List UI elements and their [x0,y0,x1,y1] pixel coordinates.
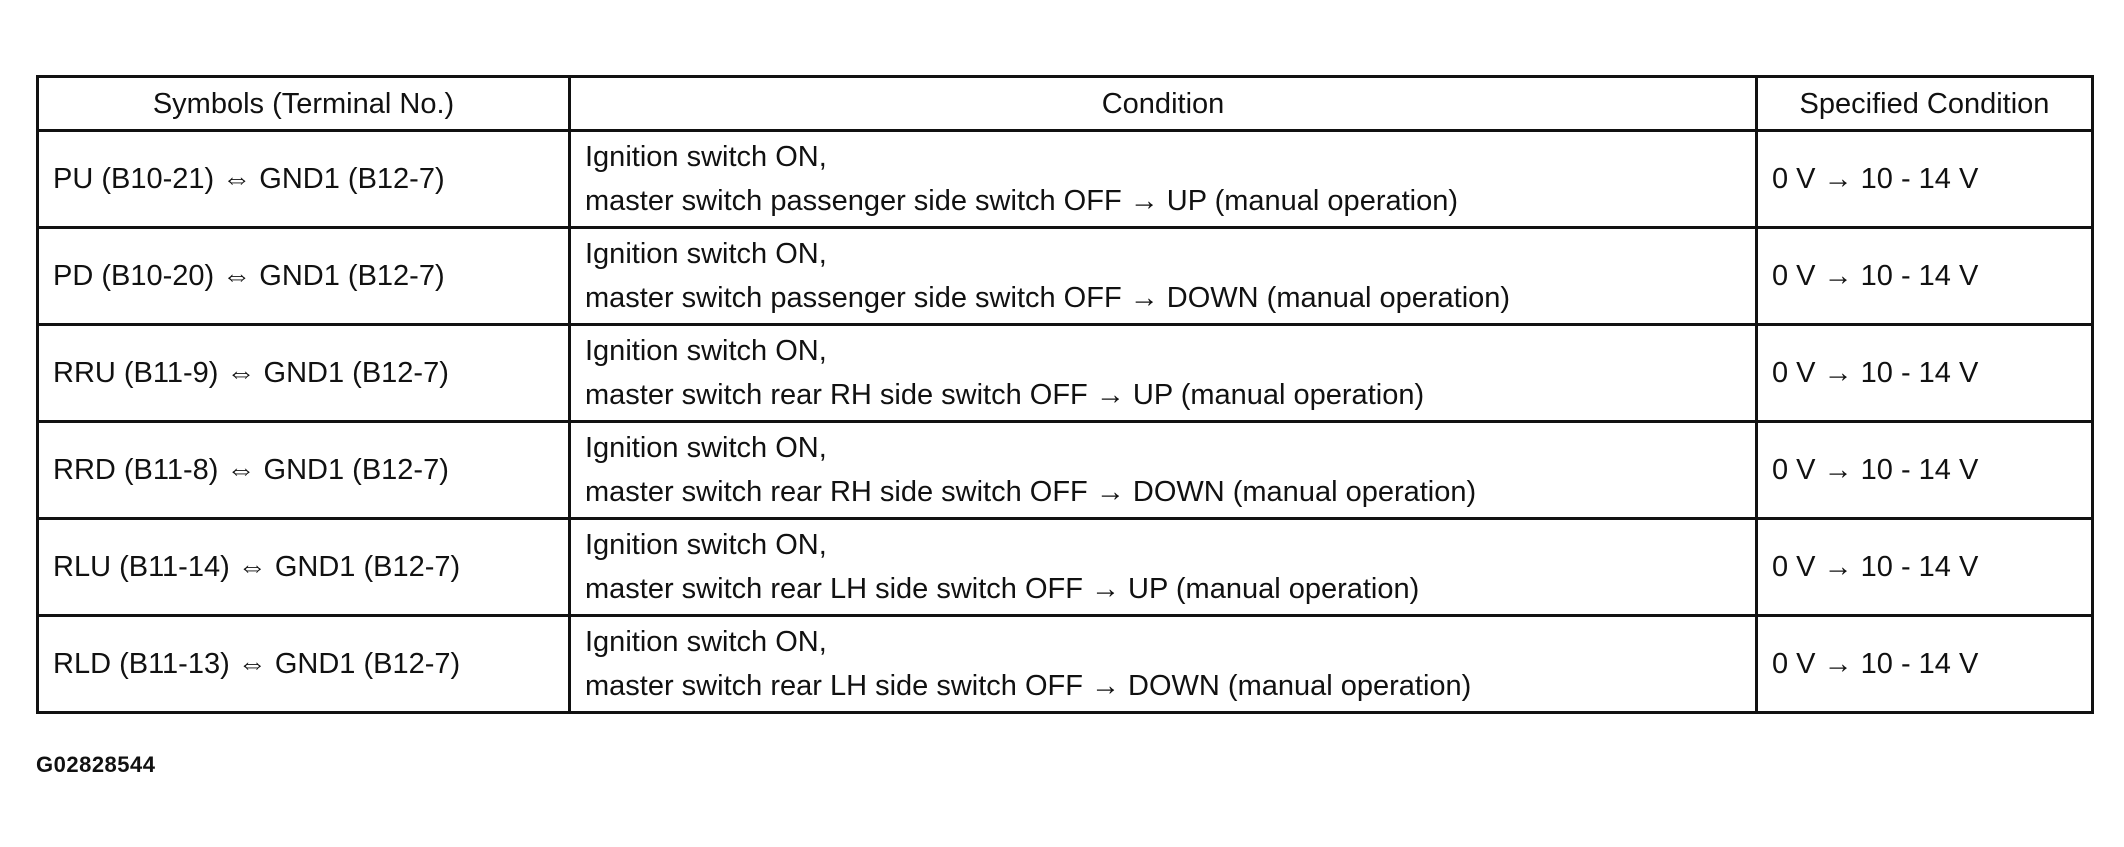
header-symbols: Symbols (Terminal No.) [38,77,570,131]
symbol-cell: RRD (B11-8) ⇔ GND1 (B12-7) [38,422,570,519]
condition-cell [570,131,1757,228]
table-row [38,325,2093,422]
condition-line: master switch rear LH side switch OFF → UP (manual operation) [585,573,1420,605]
condition-line: Ignition switch ON, [585,141,827,173]
table-row [38,422,2093,519]
figure-id-label: G02828544 [36,752,156,777]
specified-condition-cell: 0 V → 10 - 14 V [1757,228,2093,325]
condition-cell [570,616,1757,713]
table-row [38,616,2093,713]
table-row [38,519,2093,616]
table-row [38,228,2093,325]
specified-condition-cell: 0 V → 10 - 14 V [1757,519,2093,616]
symbol-cell: RLU (B11-14) ⇔ GND1 (B12-7) [38,519,570,616]
condition-line: master switch rear RH side switch OFF → UP (manual operation) [585,379,1425,411]
condition-cell [570,422,1757,519]
condition-line: master switch rear LH side switch OFF → DOWN (manual operation) [585,670,1472,702]
specified-condition-cell: 0 V → 10 - 14 V [1757,131,2093,228]
symbol-cell: PD (B10-20) ⇔ GND1 (B12-7) [38,228,570,325]
specification-sheet [36,75,2091,714]
header-specified-condition: Specified Condition [1757,77,2093,131]
condition-cell [570,325,1757,422]
specified-condition-cell: 0 V → 10 - 14 V [1757,616,2093,713]
condition-line: Ignition switch ON, [585,626,827,658]
condition-line: Ignition switch ON, [585,432,827,464]
condition-cell [570,519,1757,616]
table-row [38,131,2093,228]
table-header-row [38,77,2093,131]
condition-line: master switch rear RH side switch OFF → DOWN (manual operation) [585,476,1477,508]
symbol-cell: RRU (B11-9) ⇔ GND1 (B12-7) [38,325,570,422]
condition-line: Ignition switch ON, [585,529,827,561]
condition-cell [570,228,1757,325]
symbol-cell: PU (B10-21) ⇔ GND1 (B12-7) [38,131,570,228]
condition-line: master switch passenger side switch OFF → DOWN (manual operation) [585,282,1511,314]
terminal-voltage-table [36,75,2094,714]
condition-line: Ignition switch ON, [585,238,827,270]
condition-line: Ignition switch ON, [585,335,827,367]
symbol-cell: RLD (B11-13) ⇔ GND1 (B12-7) [38,616,570,713]
header-condition: Condition [570,77,1757,131]
specified-condition-cell: 0 V → 10 - 14 V [1757,422,2093,519]
specified-condition-cell: 0 V → 10 - 14 V [1757,325,2093,422]
condition-line: master switch passenger side switch OFF → UP (manual operation) [585,185,1459,217]
